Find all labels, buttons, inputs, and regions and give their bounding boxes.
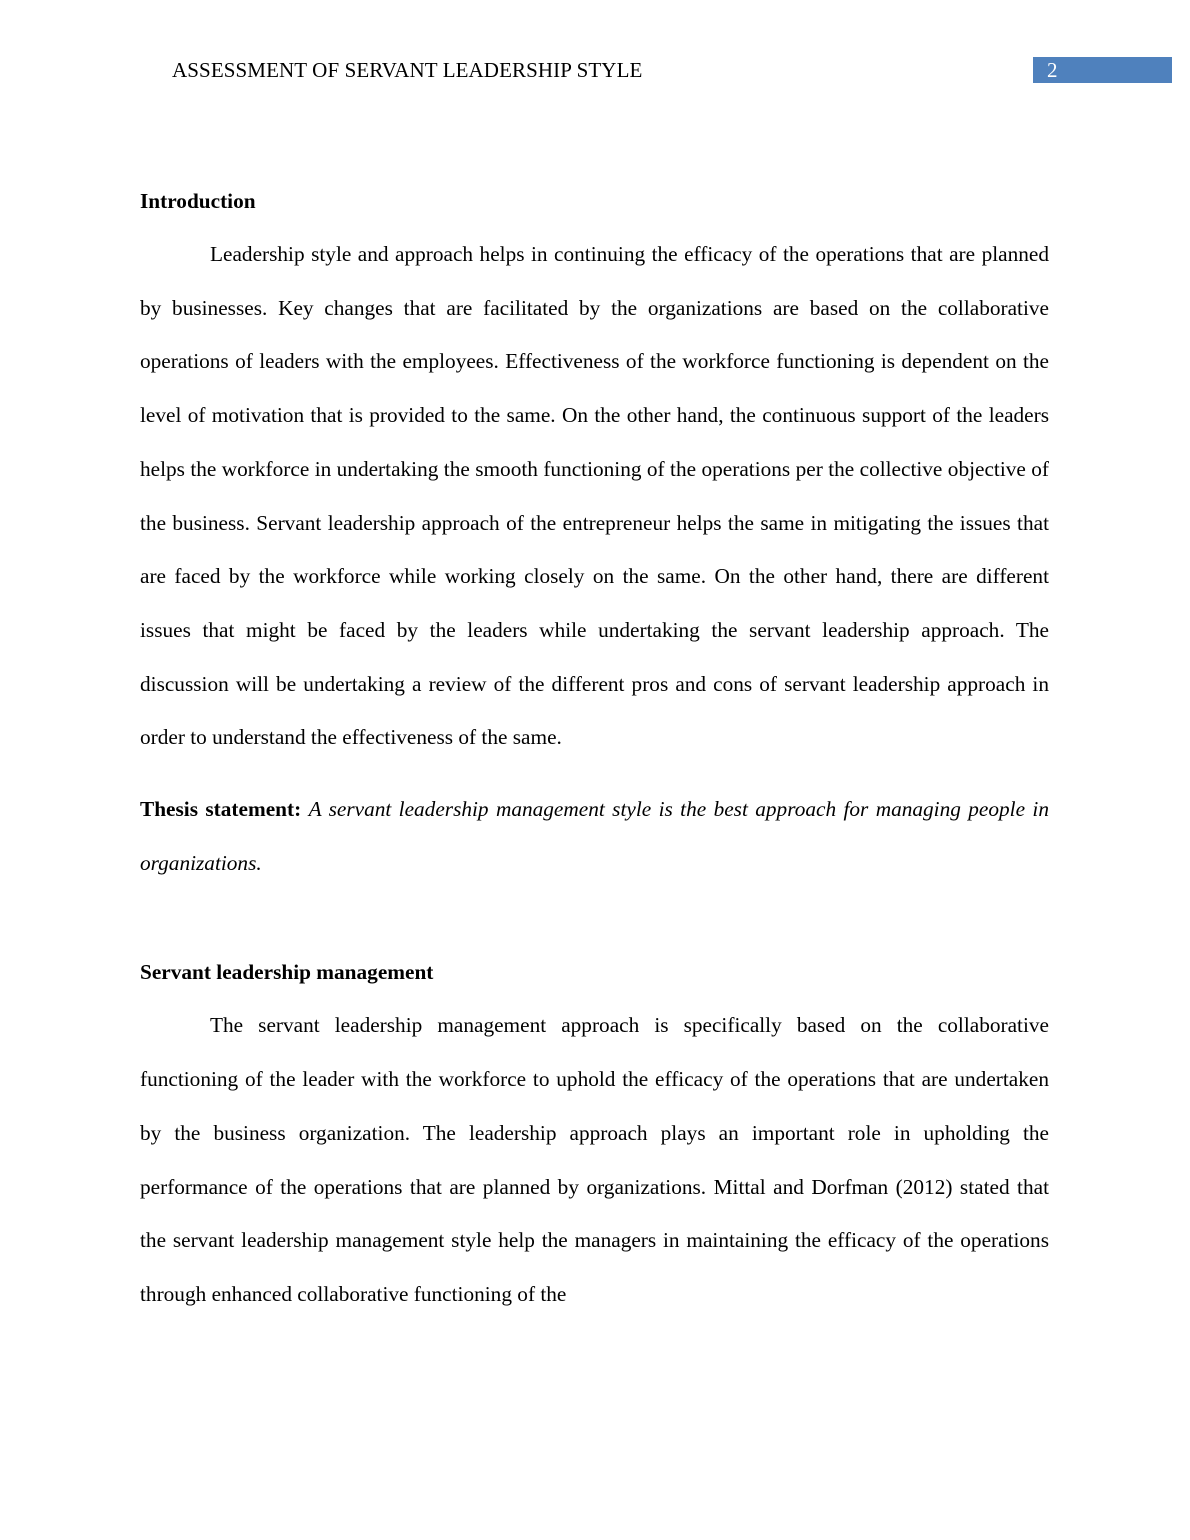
introduction-heading: Introduction bbox=[140, 189, 256, 213]
introduction-paragraph: Leadership style and approach helps in continuing the efficacy of the operations that are planned by businesses. Key changes that are facilitated by the organizations are based on the collaborative operations of leaders with the employees. Effectiveness of the workforce functioning is dependent on the level of motivation that is provided to the same. On the other hand, the continuous support of the leaders helps the workforce in undertaking the smooth functioning of the operations per the collective objective of the business. Servant leadership approach of the entrepreneur helps the same in mitigating the issues that are faced by the workforce while working closely on the same. On the other hand, there are different issues that might be faced by the leaders while undertaking the servant leadership approach. The discussion will be undertaking a review of the different pros and cons of servant leadership approach in order to understand the effectiveness of the same. bbox=[140, 242, 1049, 750]
page-number: 2 bbox=[1047, 58, 1058, 82]
document-body bbox=[140, 182, 1049, 1322]
running-head: ASSESSMENT OF SERVANT LEADERSHIP STYLE bbox=[172, 58, 643, 82]
thesis-paragraph bbox=[140, 783, 1049, 890]
page-number-box bbox=[1033, 57, 1172, 83]
thesis-label: Thesis statement: bbox=[140, 797, 302, 822]
thesis-statement: A servant leadership management style is the best approach for managing people in organizations. bbox=[140, 797, 1050, 875]
servant-leadership-heading: Servant leadership management bbox=[140, 960, 434, 985]
servant-leadership-paragraph: The servant leadership management approach is specifically based on the collaborative functioning of the leader with the workforce to uphold the efficacy of the operations that are undertaken by the business organization. The leadership approach plays an important role in upholding the performance of the operations that are planned by organizations. Mittal and Dorfman (2012) stated that the servant leadership management style help the managers in maintaining the efficacy of the operations through enhanced collaborative functioning of the bbox=[140, 1013, 1049, 1306]
